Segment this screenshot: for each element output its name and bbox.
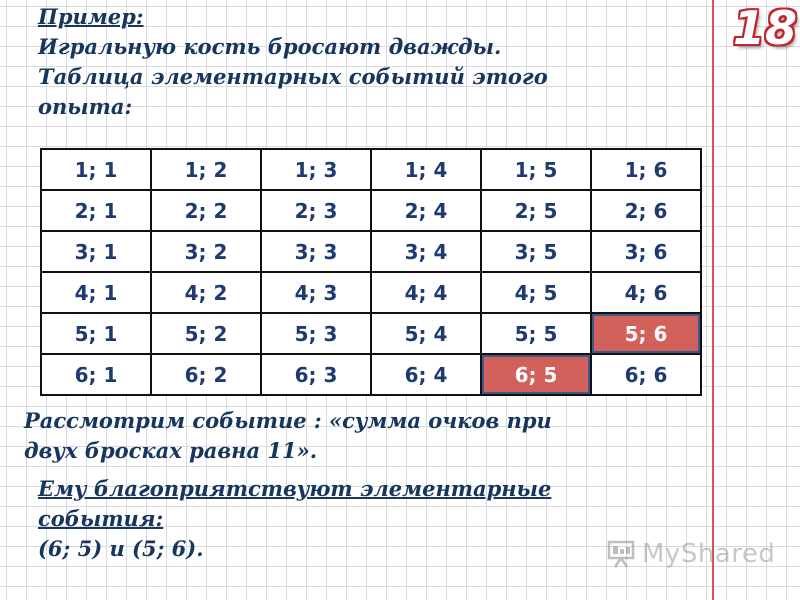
table-cell: 5; 1 [41,313,151,354]
table-row [41,231,701,272]
favorable-line: (6; 5) и (5; 6). [38,536,204,561]
table-row [41,272,701,313]
highlighted-cell: 6; 5 [481,354,591,395]
table-cell: 6; 4 [371,354,481,395]
table-cell: 6; 6 [591,354,701,395]
table-cell: 1; 1 [41,149,151,190]
event-line: двух бросках равна 11». [24,438,318,463]
table-cell: 3; 5 [481,231,591,272]
event-line: Рассмотрим событие : «сумма очков при [24,408,552,433]
table-cell: 6; 1 [41,354,151,395]
table-cell: 2; 6 [591,190,701,231]
table-cell: 5; 5 [481,313,591,354]
table-cell: 4; 6 [591,272,701,313]
table-cell: 4; 5 [481,272,591,313]
event-description [24,406,684,466]
notebook-margin-line [712,0,714,600]
table-row [41,313,701,354]
table-cell: 4; 3 [261,272,371,313]
presentation-board-icon [606,539,636,569]
table-cell: 5; 4 [371,313,481,354]
table-cell: 4; 2 [151,272,261,313]
favorable-line: Ему благоприятствуют элементарные [38,476,552,501]
table-cell: 3; 6 [591,231,701,272]
table-cell: 2; 4 [371,190,481,231]
elementary-events-table [40,148,702,396]
table-row [41,190,701,231]
table-cell: 3; 1 [41,231,151,272]
table-cell: 4; 1 [41,272,151,313]
watermark-logo [606,534,776,574]
intro-line: опыта: [38,94,133,119]
table-cell: 2; 2 [151,190,261,231]
favorable-line: события: [38,506,164,531]
table-cell: 4; 4 [371,272,481,313]
table-cell: 3; 2 [151,231,261,272]
table-cell: 1; 3 [261,149,371,190]
table-cell: 3; 3 [261,231,371,272]
intro-line: Таблица элементарных событий этого [38,64,548,89]
intro-line: Игральную кость бросают дважды. [38,34,502,59]
table-cell: 2; 5 [481,190,591,231]
table-cell: 3; 4 [371,231,481,272]
highlighted-cell: 5; 6 [591,313,701,354]
table-cell: 6; 3 [261,354,371,395]
table-cell: 1; 2 [151,149,261,190]
example-heading: Пример: [38,4,144,29]
table-cell: 6; 2 [151,354,261,395]
table-cell: 1; 5 [481,149,591,190]
intro-text [38,2,698,122]
favorable-events [38,474,698,564]
table-cell: 2; 3 [261,190,371,231]
table-row [41,354,701,395]
table-cell: 5; 2 [151,313,261,354]
table-cell: 2; 1 [41,190,151,231]
watermark-text: MyShared [642,539,776,569]
slide-number: 18 [732,1,797,55]
table-row [41,149,701,190]
table-cell: 1; 4 [371,149,481,190]
table-cell: 5; 3 [261,313,371,354]
table-cell: 1; 6 [591,149,701,190]
